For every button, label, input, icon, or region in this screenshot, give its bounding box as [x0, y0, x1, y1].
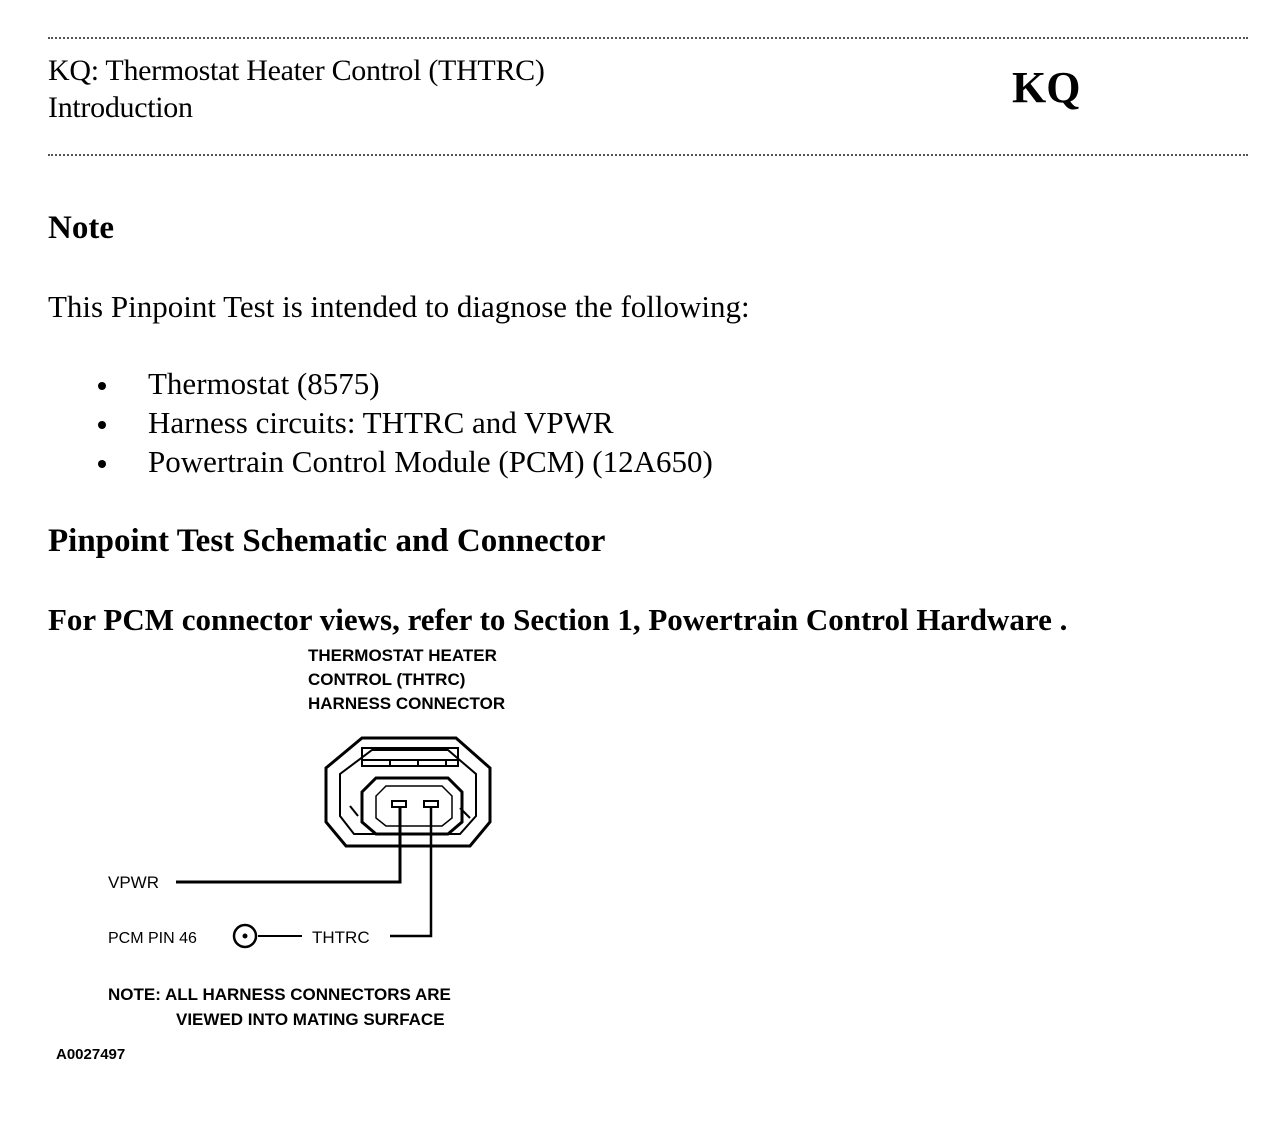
title-line-1: KQ: Thermostat Heater Control (THTRC): [48, 54, 545, 87]
figure-id: A0027497: [56, 1046, 126, 1063]
note-intro: This Pinpoint Test is intended to diagnose the following:: [48, 289, 750, 324]
vpwr-label: VPWR: [108, 873, 159, 892]
connector-label-line-3: HARNESS CONNECTOR: [308, 694, 506, 713]
connector-label-line-2: CONTROL (THTRC): [308, 670, 466, 689]
list-item: Powertrain Control Module (PCM) (12A650): [96, 442, 713, 481]
list-item: Thermostat (8575): [96, 364, 713, 403]
pcm-reference: For PCM connector views, refer to Section 1, Powertrain Control Hardware .: [48, 602, 1068, 637]
section-code: KQ: [1012, 63, 1081, 112]
diagram-note-line-2: VIEWED INTO MATING SURFACE: [176, 1010, 445, 1029]
list-item: Harness circuits: THTRC and VPWR: [96, 403, 713, 442]
pcm-pin-label: PCM PIN 46: [108, 930, 197, 947]
thtrc-label: THTRC: [312, 928, 370, 947]
note-heading: Note: [48, 210, 114, 246]
schematic-heading: Pinpoint Test Schematic and Connector: [48, 523, 606, 559]
pcm-pin-terminal-icon: [234, 925, 256, 947]
title-line-2: Introduction: [48, 91, 193, 124]
connector-icon: [326, 738, 490, 846]
diagram-note-line-1: NOTE: ALL HARNESS CONNECTORS ARE: [108, 985, 451, 1004]
connector-label-line-1: THERMOSTAT HEATER: [308, 646, 497, 665]
